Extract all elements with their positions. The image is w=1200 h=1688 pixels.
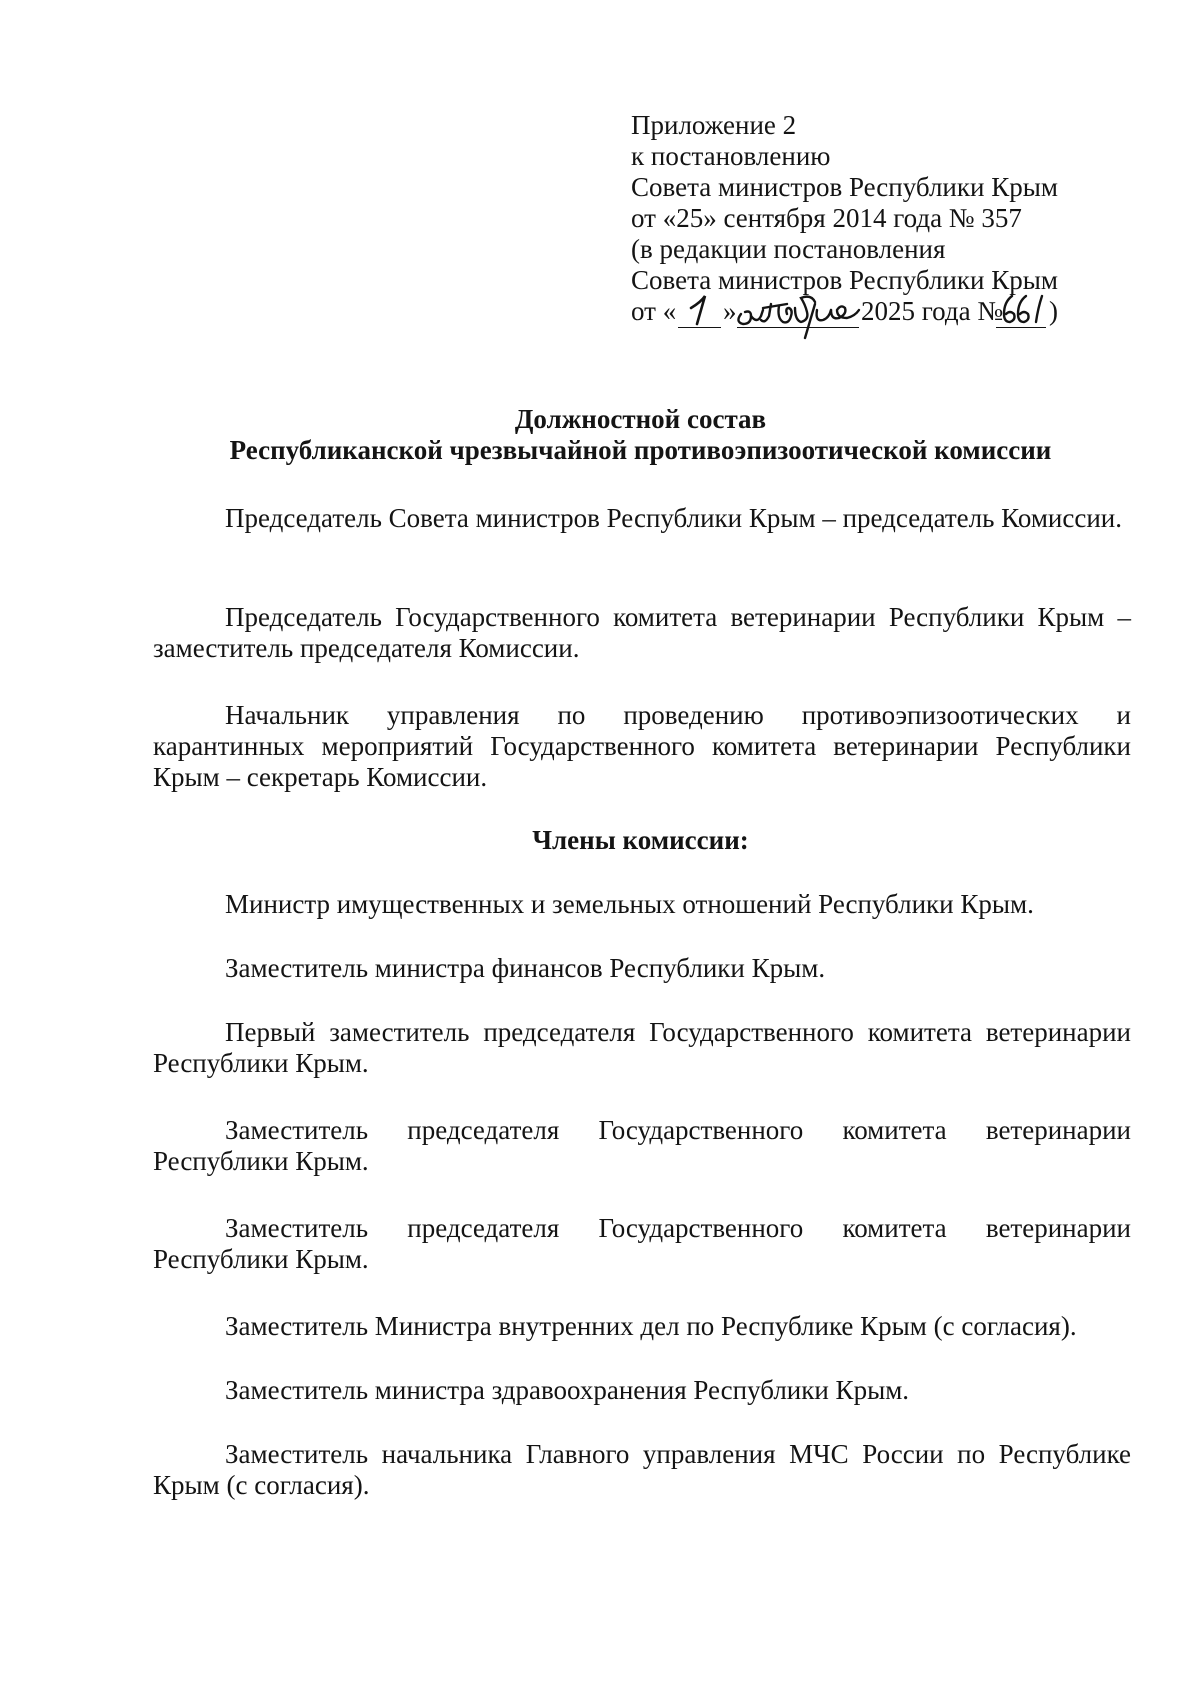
title-line-2: Республиканской чрезвычайной противоэпизоотической комиссии bbox=[229, 435, 1052, 465]
leadership-chairman: Председатель Совета министров Республики Крым – председатель Комиссии. bbox=[225, 503, 1122, 533]
amendment-year: 2025 года № bbox=[861, 296, 1004, 326]
member-item: Заместитель председателя Государственного комитета ветеринарии Республики Крым. bbox=[153, 1213, 1131, 1274]
member-item: Заместитель министра финансов Республики Крым. bbox=[225, 953, 826, 983]
document-title bbox=[150, 404, 1131, 466]
handwritten-day bbox=[683, 284, 719, 330]
member-item: Заместитель Министра внутренних дел по Республике Крым (с согласия). bbox=[225, 1311, 1077, 1341]
leadership-deputy-chairman: Председатель Государственного комитета ветеринарии Республики Крым – заместитель председателя Комиссии. bbox=[153, 602, 1131, 663]
member-item: Заместитель начальника Главного управления МЧС России по Республике Крым (с согласия). bbox=[153, 1439, 1131, 1500]
member-item: Заместитель председателя Государственного комитета ветеринарии Республики Крым. bbox=[153, 1115, 1131, 1176]
amendment-quote-close: » bbox=[723, 296, 737, 326]
leadership-secretary: Начальник управления по проведению противоэпизоотических и карантинных мероприятий Государственного комитета ветеринарии Республики Крым – секретарь Комиссии. bbox=[153, 700, 1131, 792]
appendix-number: Приложение 2 bbox=[631, 110, 797, 140]
appendix-authority: Совета министров Республики Крым bbox=[631, 172, 1058, 202]
appendix-amendment-authority: Совета министров Республики Крым bbox=[631, 265, 1058, 295]
member-item: Заместитель министра здравоохранения Республики Крым. bbox=[225, 1375, 910, 1405]
appendix-amendment-date bbox=[631, 296, 1131, 330]
handwritten-number bbox=[998, 284, 1050, 330]
appendix-header bbox=[631, 110, 1131, 330]
appendix-amendment-note: (в редакции постановления bbox=[631, 234, 946, 264]
appendix-original-date: от «25» сентября 2014 года № 357 bbox=[631, 203, 1022, 233]
appendix-reference: к постановлению bbox=[631, 141, 831, 171]
handwritten-month bbox=[731, 284, 865, 342]
amendment-prefix: от « bbox=[631, 296, 677, 326]
member-item: Первый заместитель председателя Государственного комитета ветеринарии Республики Крым. bbox=[153, 1017, 1131, 1078]
members-heading: Члены комиссии: bbox=[532, 825, 749, 855]
title-line-1: Должностной состав bbox=[514, 404, 767, 434]
member-item: Министр имущественных и земельных отношений Республики Крым. bbox=[225, 889, 1034, 919]
amendment-suffix: ) bbox=[1049, 296, 1058, 326]
